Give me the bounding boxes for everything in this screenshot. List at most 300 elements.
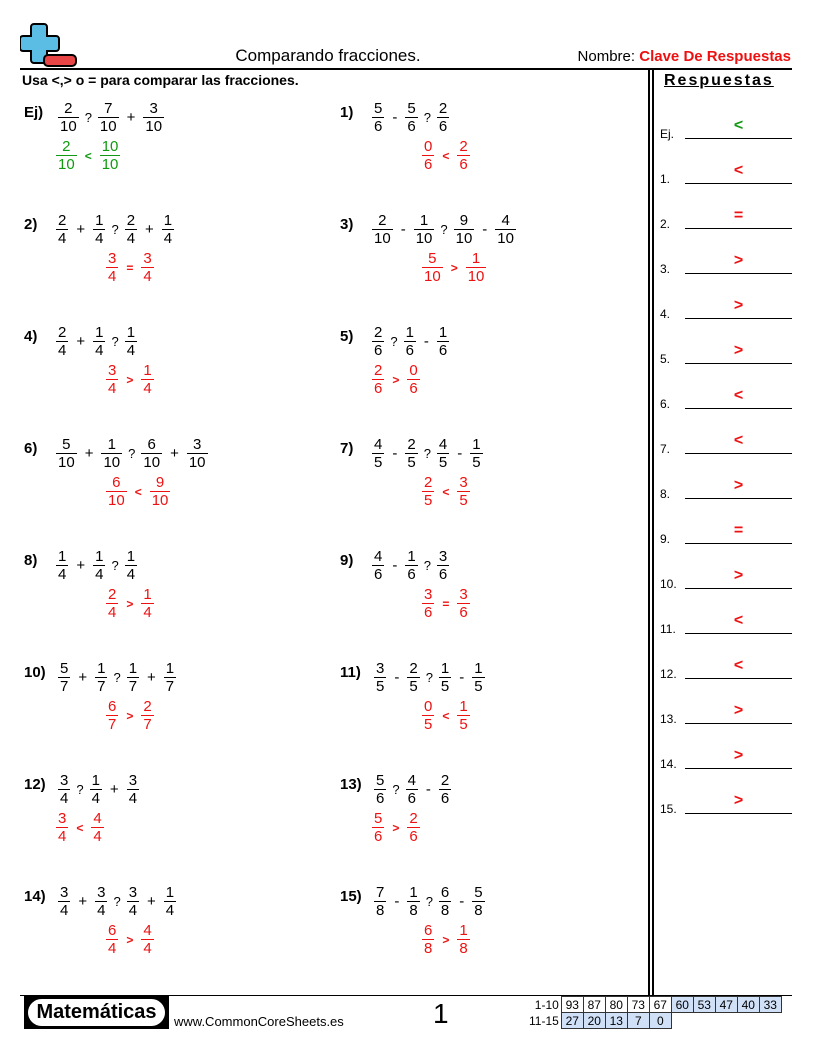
numerator: 2	[126, 212, 136, 229]
problem-number: 8)	[24, 552, 38, 569]
compare-placeholder: ?	[423, 110, 431, 125]
fraction	[125, 548, 137, 583]
numerator: 2	[58, 100, 79, 118]
answer-row	[660, 299, 792, 319]
numerator: 3	[143, 250, 152, 267]
denominator: 5	[407, 454, 416, 471]
score-cell: 60	[671, 997, 693, 1013]
denominator: 5	[438, 454, 448, 471]
answer-blank-line	[685, 408, 792, 409]
score-cell: 20	[583, 1013, 605, 1029]
fraction	[164, 884, 176, 919]
answer-blank-line	[685, 543, 792, 544]
problem-5	[340, 324, 640, 414]
denominator: 10	[58, 454, 75, 471]
denominator: 4	[143, 604, 152, 621]
name-value: Clave De Respuestas	[639, 48, 791, 65]
answer-label: 10.	[660, 577, 677, 591]
denominator: 6	[376, 790, 385, 807]
denominator: 5	[374, 454, 383, 471]
numerator: 1	[459, 922, 468, 939]
problem-expression	[58, 884, 176, 919]
denominator: 5	[459, 716, 468, 733]
operator: +	[126, 109, 136, 126]
fraction	[106, 698, 118, 733]
denominator: 4	[95, 566, 104, 583]
fraction	[422, 138, 434, 173]
numerator: 3	[459, 586, 468, 603]
numerator: 1	[101, 436, 122, 454]
fraction	[374, 884, 386, 919]
operator: -	[425, 781, 431, 798]
denominator: 6	[407, 118, 416, 135]
denominator: 4	[95, 342, 104, 359]
numerator: 3	[60, 772, 69, 789]
relation-symbol: <	[442, 148, 450, 163]
fraction	[141, 922, 153, 957]
denominator: 6	[407, 790, 416, 807]
numerator: 0	[424, 698, 433, 715]
answer-value: >	[733, 747, 744, 764]
answer-row	[660, 614, 792, 634]
problem-expression	[372, 548, 449, 583]
fraction	[90, 772, 102, 807]
denominator: 4	[108, 604, 117, 621]
numerator: 2	[374, 324, 383, 341]
denominator: 8	[440, 902, 450, 919]
fraction	[406, 772, 418, 807]
answer-label: 3.	[660, 262, 671, 276]
numerator: 1	[126, 548, 136, 565]
score-cell: 33	[759, 997, 781, 1013]
fraction	[125, 212, 137, 247]
name-field	[578, 48, 791, 65]
fraction	[58, 100, 79, 135]
fraction	[437, 100, 449, 135]
fraction	[141, 586, 153, 621]
problem-expression	[372, 212, 516, 247]
compare-placeholder: ?	[111, 222, 119, 237]
problem-expression	[374, 772, 451, 807]
score-cell: 27	[561, 1013, 583, 1029]
denominator: 8	[409, 902, 418, 919]
denominator: 6	[459, 604, 468, 621]
problem-expression	[372, 324, 449, 359]
answer-value: =	[733, 207, 744, 224]
answer-label: 14.	[660, 757, 677, 771]
problem-example	[24, 100, 324, 190]
fraction	[143, 100, 164, 135]
problem-number: 1)	[340, 104, 354, 121]
denominator: 7	[128, 678, 138, 695]
problem-number: 12)	[24, 776, 46, 793]
denominator: 6	[407, 566, 416, 583]
answer-blank-line	[685, 273, 792, 274]
denominator: 4	[165, 902, 175, 919]
operator: -	[457, 445, 463, 462]
problem-number: 5)	[340, 328, 354, 345]
fraction	[422, 698, 434, 733]
score-table	[526, 996, 782, 1029]
denominator: 10	[455, 230, 473, 247]
worked-answer	[422, 138, 470, 173]
denominator: 5	[376, 678, 385, 695]
operator: +	[109, 781, 119, 798]
numerator: 1	[474, 660, 483, 677]
relation-symbol: <	[134, 484, 142, 499]
answer-row	[660, 164, 792, 184]
problem-8	[24, 548, 324, 638]
worked-answer	[372, 810, 420, 845]
numerator: 3	[459, 474, 468, 491]
numerator: 3	[143, 100, 164, 118]
numerator: 2	[58, 212, 67, 229]
answer-label: 12.	[660, 667, 677, 681]
score-row	[526, 997, 781, 1013]
numerator: 1	[163, 212, 173, 229]
numerator: 0	[424, 138, 433, 155]
answer-label: 9.	[660, 532, 671, 546]
fraction	[56, 548, 68, 583]
denominator: 7	[60, 678, 69, 695]
fraction	[150, 474, 171, 509]
fraction	[58, 772, 70, 807]
answer-label: 2.	[660, 217, 671, 231]
problem-number: 14)	[24, 888, 46, 905]
numerator: 3	[438, 548, 448, 565]
denominator: 6	[405, 342, 414, 359]
fraction	[414, 212, 435, 247]
problem-number: 6)	[24, 440, 38, 457]
denominator: 4	[126, 342, 136, 359]
fraction	[466, 250, 487, 285]
relation-symbol: >	[450, 260, 458, 275]
denominator: 4	[93, 828, 102, 845]
problem-4	[24, 324, 324, 414]
numerator: 10	[101, 138, 119, 155]
fraction	[56, 212, 68, 247]
answer-row	[660, 209, 792, 229]
numerator: 7	[98, 100, 119, 118]
denominator: 5	[424, 716, 433, 733]
numerator: 7	[376, 884, 385, 901]
answer-value: >	[733, 477, 744, 494]
problem-13	[340, 772, 640, 862]
score-cell: 0	[649, 1013, 671, 1029]
fraction	[457, 922, 469, 957]
answer-value: >	[733, 342, 744, 359]
answer-value: <	[733, 387, 744, 404]
fraction	[437, 324, 449, 359]
problem-3	[340, 212, 640, 302]
relation-symbol: <	[442, 484, 450, 499]
operator: +	[76, 221, 86, 238]
numerator: 2	[56, 138, 77, 156]
problem-expression	[56, 324, 137, 359]
denominator: 6	[424, 156, 433, 173]
fraction	[106, 922, 118, 957]
operator: -	[482, 221, 488, 238]
operator: -	[400, 221, 406, 238]
denominator: 4	[126, 230, 136, 247]
worked-answer	[106, 922, 154, 957]
denominator: 6	[374, 380, 383, 397]
compare-placeholder: ?	[423, 446, 431, 461]
numerator: 2	[374, 362, 383, 379]
compare-placeholder: ?	[392, 782, 400, 797]
answer-blank-line	[685, 723, 792, 724]
numerator: 6	[440, 884, 450, 901]
answer-value: >	[733, 252, 744, 269]
numerator: 1	[143, 586, 152, 603]
numerator: 5	[474, 884, 483, 901]
fraction	[56, 138, 77, 173]
operator: -	[392, 557, 398, 574]
numerator: 6	[141, 436, 162, 454]
numerator: 3	[376, 660, 385, 677]
fraction	[141, 362, 153, 397]
numerator: 1	[143, 362, 152, 379]
fraction	[457, 586, 469, 621]
problem-12	[24, 772, 324, 862]
compare-placeholder: ?	[113, 894, 121, 909]
numerator: 3	[187, 436, 208, 454]
denominator: 6	[438, 118, 448, 135]
denominator: 4	[108, 268, 117, 285]
fraction	[106, 362, 118, 397]
relation-symbol: >	[126, 372, 134, 387]
compare-placeholder: ?	[84, 110, 92, 125]
compare-placeholder: ?	[425, 894, 433, 909]
operator: -	[394, 669, 400, 686]
denominator: 8	[459, 940, 468, 957]
numerator: 5	[376, 772, 385, 789]
fraction	[404, 324, 416, 359]
answer-label: Ej.	[660, 127, 675, 141]
denominator: 10	[188, 454, 206, 471]
fraction	[56, 324, 68, 359]
denominator: 5	[424, 492, 433, 509]
problem-number: 3)	[340, 216, 354, 233]
answer-blank-line	[685, 813, 792, 814]
fraction	[127, 884, 139, 919]
numerator: 2	[440, 772, 450, 789]
answer-blank-line	[685, 228, 792, 229]
problem-expression	[374, 660, 485, 695]
numerator: 1	[126, 324, 136, 341]
fraction	[407, 660, 419, 695]
denominator: 4	[60, 902, 69, 919]
operator: +	[170, 445, 179, 462]
fraction	[93, 324, 105, 359]
answer-value: <	[733, 162, 744, 179]
numerator: 3	[58, 810, 67, 827]
compare-placeholder: ?	[111, 334, 119, 349]
problem-9	[340, 548, 640, 638]
problem-expression	[58, 772, 139, 807]
numerator: 3	[128, 884, 138, 901]
numerator: 4	[407, 772, 416, 789]
answer-row	[660, 704, 792, 724]
fraction	[457, 474, 469, 509]
denominator: 6	[438, 566, 448, 583]
operator: -	[392, 109, 398, 126]
problem-1	[340, 100, 640, 190]
numerator: 1	[165, 884, 175, 901]
denominator: 10	[145, 118, 163, 135]
denominator: 10	[374, 230, 391, 247]
numerator: 4	[143, 922, 152, 939]
answer-key-title: Respuestas	[664, 72, 774, 89]
numerator: 2	[438, 100, 448, 117]
numerator: 5	[422, 250, 443, 268]
operator: +	[78, 669, 88, 686]
denominator: 6	[409, 380, 418, 397]
fraction	[422, 586, 434, 621]
fraction	[422, 922, 434, 957]
answer-label: 7.	[660, 442, 671, 456]
fraction	[58, 660, 70, 695]
numerator: 4	[495, 212, 516, 230]
problem-7	[340, 436, 640, 526]
denominator: 4	[60, 790, 69, 807]
operator: -	[394, 893, 400, 910]
answer-blank-line	[685, 363, 792, 364]
operator: +	[145, 221, 154, 238]
numerator: 2	[459, 138, 468, 155]
problem-expression	[58, 660, 176, 695]
problem-number: 15)	[340, 888, 362, 905]
answer-row	[660, 344, 792, 364]
denominator: 4	[97, 902, 106, 919]
answer-label: 11.	[660, 622, 676, 636]
denominator: 4	[128, 790, 138, 807]
problem-2	[24, 212, 324, 302]
denominator: 4	[108, 940, 117, 957]
problem-expression	[372, 436, 483, 471]
fraction	[95, 884, 107, 919]
answer-value: >	[733, 297, 744, 314]
score-cell: 47	[715, 997, 737, 1013]
denominator: 4	[126, 566, 136, 583]
answer-label: 6.	[660, 397, 671, 411]
answer-value: =	[733, 522, 744, 539]
score-cell: 93	[561, 997, 583, 1013]
denominator: 4	[128, 902, 138, 919]
denominator: 8	[376, 902, 385, 919]
compare-placeholder: ?	[113, 670, 121, 685]
denominator: 6	[374, 118, 383, 135]
fraction	[91, 810, 103, 845]
worked-answer	[56, 810, 104, 845]
numerator: 6	[108, 922, 117, 939]
operator: +	[84, 445, 94, 462]
numerator: 2	[143, 698, 152, 715]
denominator: 10	[467, 268, 485, 285]
denominator: 5	[472, 454, 481, 471]
denominator: 4	[143, 380, 152, 397]
compare-placeholder: ?	[390, 334, 398, 349]
numerator: 1	[97, 660, 106, 677]
answer-row	[660, 254, 792, 274]
worked-answer	[422, 474, 470, 509]
problem-number: 9)	[340, 552, 354, 569]
answer-value: <	[733, 657, 744, 674]
answer-row	[660, 479, 792, 499]
score-cell: 73	[627, 997, 649, 1013]
fraction	[372, 548, 384, 583]
answer-row	[660, 524, 792, 544]
answer-blank-line	[685, 678, 792, 679]
operator: +	[147, 893, 156, 910]
fraction	[372, 362, 384, 397]
denominator: 6	[459, 156, 468, 173]
worked-answer	[422, 922, 470, 957]
fraction	[372, 212, 393, 247]
numerator: 3	[97, 884, 106, 901]
relation-symbol: =	[126, 260, 134, 275]
fraction	[422, 250, 443, 285]
fraction	[495, 212, 516, 247]
problem-number: 13)	[340, 776, 362, 793]
worksheet-title: Comparando fracciones.	[235, 46, 421, 65]
numerator: 6	[424, 922, 433, 939]
fraction	[372, 100, 384, 135]
compare-placeholder: ?	[111, 558, 119, 573]
worked-answer	[106, 250, 154, 285]
score-cell: 7	[627, 1013, 649, 1029]
fraction	[457, 138, 469, 173]
fraction	[95, 660, 107, 695]
compare-placeholder: ?	[423, 558, 431, 573]
numerator: 2	[58, 324, 67, 341]
fraction	[100, 138, 121, 173]
denominator: 10	[497, 230, 514, 247]
numerator: 1	[165, 660, 175, 677]
site-url: www.CommonCoreSheets.es	[174, 1014, 344, 1029]
problem-14	[24, 884, 324, 974]
problem-expression	[372, 100, 449, 135]
fraction	[472, 884, 484, 919]
denominator: 8	[424, 940, 433, 957]
numerator: 1	[459, 698, 468, 715]
numerator: 1	[405, 324, 414, 341]
relation-symbol: <	[76, 820, 84, 835]
problem-number: 7)	[340, 440, 354, 457]
fraction	[164, 660, 176, 695]
denominator: 10	[99, 118, 117, 135]
denominator: 6	[374, 342, 383, 359]
numerator: 6	[108, 698, 117, 715]
problem-expression	[56, 212, 174, 247]
fraction	[56, 436, 77, 471]
worked-answer	[422, 698, 470, 733]
fraction	[58, 884, 70, 919]
denominator: 4	[58, 566, 67, 583]
numerator: 1	[466, 250, 487, 268]
denominator: 6	[409, 828, 418, 845]
brand-badge	[24, 996, 169, 1029]
numerator: 3	[60, 884, 69, 901]
worked-answer	[56, 138, 120, 173]
compare-placeholder: ?	[128, 446, 136, 461]
denominator: 10	[58, 156, 75, 173]
answer-panel-divider	[648, 70, 654, 996]
numerator: 9	[150, 474, 171, 492]
numerator: 5	[56, 436, 77, 454]
problem-number: 4)	[24, 328, 38, 345]
answer-value: <	[733, 117, 744, 134]
